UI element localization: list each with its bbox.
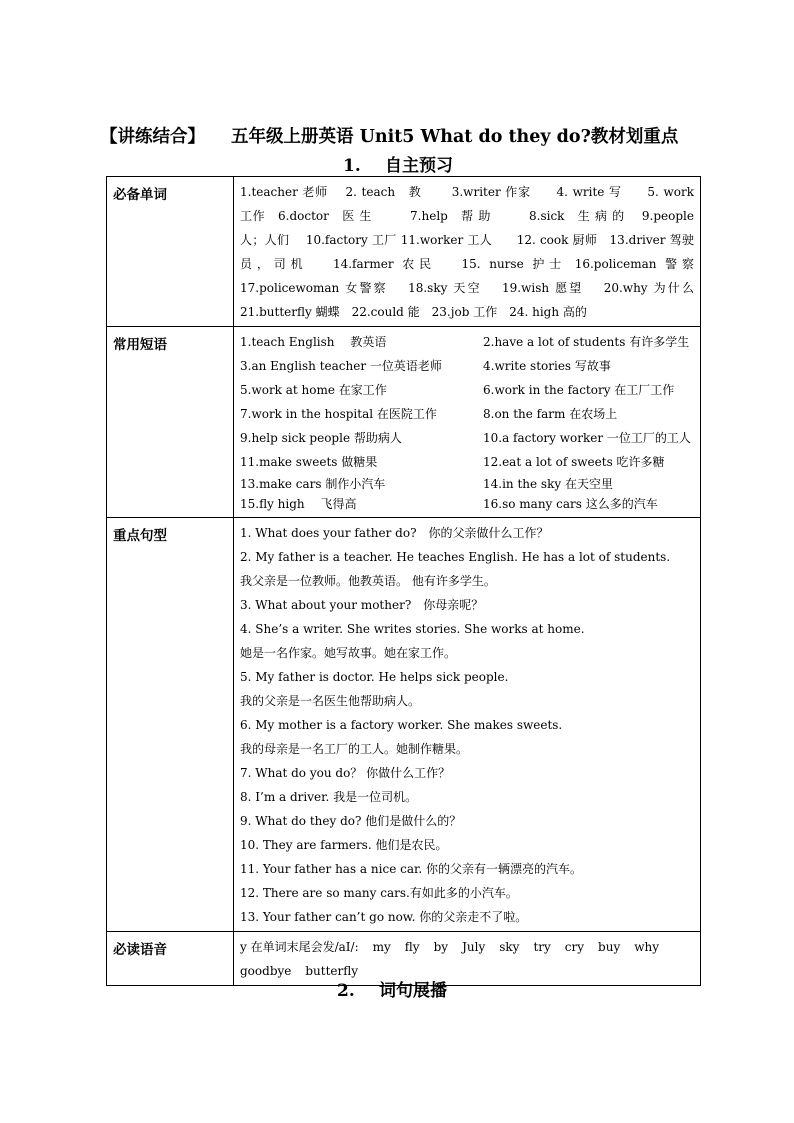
section-heading-2 — [337, 976, 447, 1001]
phrases-cell — [234, 327, 701, 518]
phonics-cell — [234, 932, 701, 986]
section-title: 词句展播 — [379, 981, 447, 1001]
sentence-line: 11. Your father has a nice car. 你的父亲有一辆漂亮的汽车。 — [240, 862, 583, 876]
phonics-word: why — [634, 940, 660, 954]
phonics-word: try — [533, 940, 551, 954]
phrase-item: 11.make sweets 做糖果 — [240, 455, 378, 469]
sentence-line: 2. My father is a teacher. He teaches English. He has a lot of students. — [240, 550, 671, 564]
phonics-word: goodbye — [240, 964, 292, 978]
title-tag: 【讲练结合】 — [100, 127, 205, 147]
sentence-line: 12. There are so many cars.有如此多的小汽车。 — [240, 886, 518, 900]
sentence-line: 3. What about your mother? 你母亲呢？ — [240, 598, 484, 612]
phonics-word: my — [372, 940, 391, 954]
section-heading-1 — [343, 151, 453, 176]
phrase-item: 5.work at home 在家工作 — [240, 383, 387, 397]
row-label-phonics: 必读语音 — [107, 932, 234, 986]
sentence-line: 9. What do they do? 他们是做什么的？ — [240, 814, 462, 828]
phrase-item: 14.in the sky 在天空里 — [483, 477, 613, 491]
phonics-word: cry — [564, 940, 585, 954]
phrase-item: 1.teach English 教英语 — [240, 335, 387, 349]
sentence-line: 1. What does your father do? 你的父亲做什么工作？ — [240, 526, 549, 540]
sentence-line: 10. They are farmers. 他们是农民。 — [240, 838, 448, 852]
row-label-vocab: 必备单词 — [107, 177, 234, 327]
row-label-phrases: 常用短语 — [107, 327, 234, 518]
sentence-line: 我的母亲是一名工厂的工人。她制作糖果。 — [240, 742, 469, 756]
phrase-item: 8.on the farm 在农场上 — [483, 407, 618, 421]
table-row-phrases — [107, 327, 701, 518]
phonics-word: by — [433, 940, 449, 954]
sentence-line: 我的父亲是一名医生他帮助病人。 — [240, 694, 421, 708]
phonics-word: sky — [499, 940, 520, 954]
title-text: 五年级上册英语 Unit5 What do they do?教材划重点 — [231, 127, 679, 147]
phrase-grid — [240, 330, 694, 514]
phrase-item: 13.make cars 制作小汽车 — [240, 477, 386, 491]
row-label-sentences: 重点句型 — [107, 518, 234, 932]
phonics-word: fly — [404, 940, 420, 954]
table-row-sentences — [107, 518, 701, 932]
phrase-item: 3.an English teacher 一位英语老师 — [240, 359, 442, 373]
sentence-line: 5. My father is doctor. He helps sick people. — [240, 670, 509, 684]
sentence-line: 13. Your father can’t go now. 你的父亲走不了啦。 — [240, 910, 528, 924]
sentences-cell — [234, 518, 701, 932]
phrase-item: 6.work in the factory 在工厂工作 — [483, 383, 675, 397]
section-number: 1. — [343, 156, 361, 176]
phrase-item: 15.fly high 飞得高 — [240, 497, 357, 511]
phonics-word: butterfly — [305, 964, 359, 978]
phonics-word: buy — [598, 940, 621, 954]
table-row-vocab — [107, 177, 701, 327]
phrase-item: 10.a factory worker 一位工厂的工人 — [483, 431, 691, 445]
study-table — [106, 176, 707, 986]
phonics-text — [240, 935, 694, 983]
sentence-line: 7. What do you do？ 你做什么工作？ — [240, 766, 451, 780]
phrase-item: 7.work in the hospital 在医院工作 — [240, 407, 437, 421]
phrase-item: 4.write stories 写故事 — [483, 359, 611, 373]
sentence-line: 6. My mother is a factory worker. She makes sweets. — [240, 718, 563, 732]
section-title: 自主预习 — [385, 156, 453, 176]
section-number: 2. — [337, 981, 355, 1001]
phonics-intro: y 在单词末尾会发/aI/: — [240, 940, 359, 954]
document-title — [100, 123, 720, 148]
vocab-text: 1.teacher 老师 2. teach 教 3.writer 作家 4. write 写 5. work 工作 6.doctor 医 生 7.help 帮 助 8.sick 生 病 的 9.people 人；人们 10.factory 工厂 11.worker 工人 12. cook 厨师 13.driver 驾驶员，司机 14.farmer 农民 15. nurse 护士 16.policeman 警察 17.policewoman 女警察 18.sky 天空 19.wish 愿望 20.why 为什么 21.butterfly 蝴蝶 22.could 能 23.job 工作 24. high 高的 — [240, 185, 707, 319]
phonics-word: July — [462, 940, 486, 954]
sentence-line: 4. She’s a writer. She writes stories. She works at home. — [240, 622, 585, 636]
phrase-item: 9.help sick people 帮助病人 — [240, 431, 402, 445]
sentence-line: 8. I’m a driver. 我是一位司机。 — [240, 790, 418, 804]
vocab-cell — [234, 177, 707, 327]
phrase-item: 2.have a lot of students 有许多学生 — [483, 335, 690, 349]
phrase-item: 12.eat a lot of sweets 吃许多糖 — [483, 455, 665, 469]
sentence-line: 我父亲是一位教师。他教英语。 他有许多学生。 — [240, 574, 496, 588]
phrase-item: 16.so many cars 这么多的汽车 — [483, 497, 658, 511]
sentence-line: 她是一名作家。她写故事。她在家工作。 — [240, 646, 457, 660]
